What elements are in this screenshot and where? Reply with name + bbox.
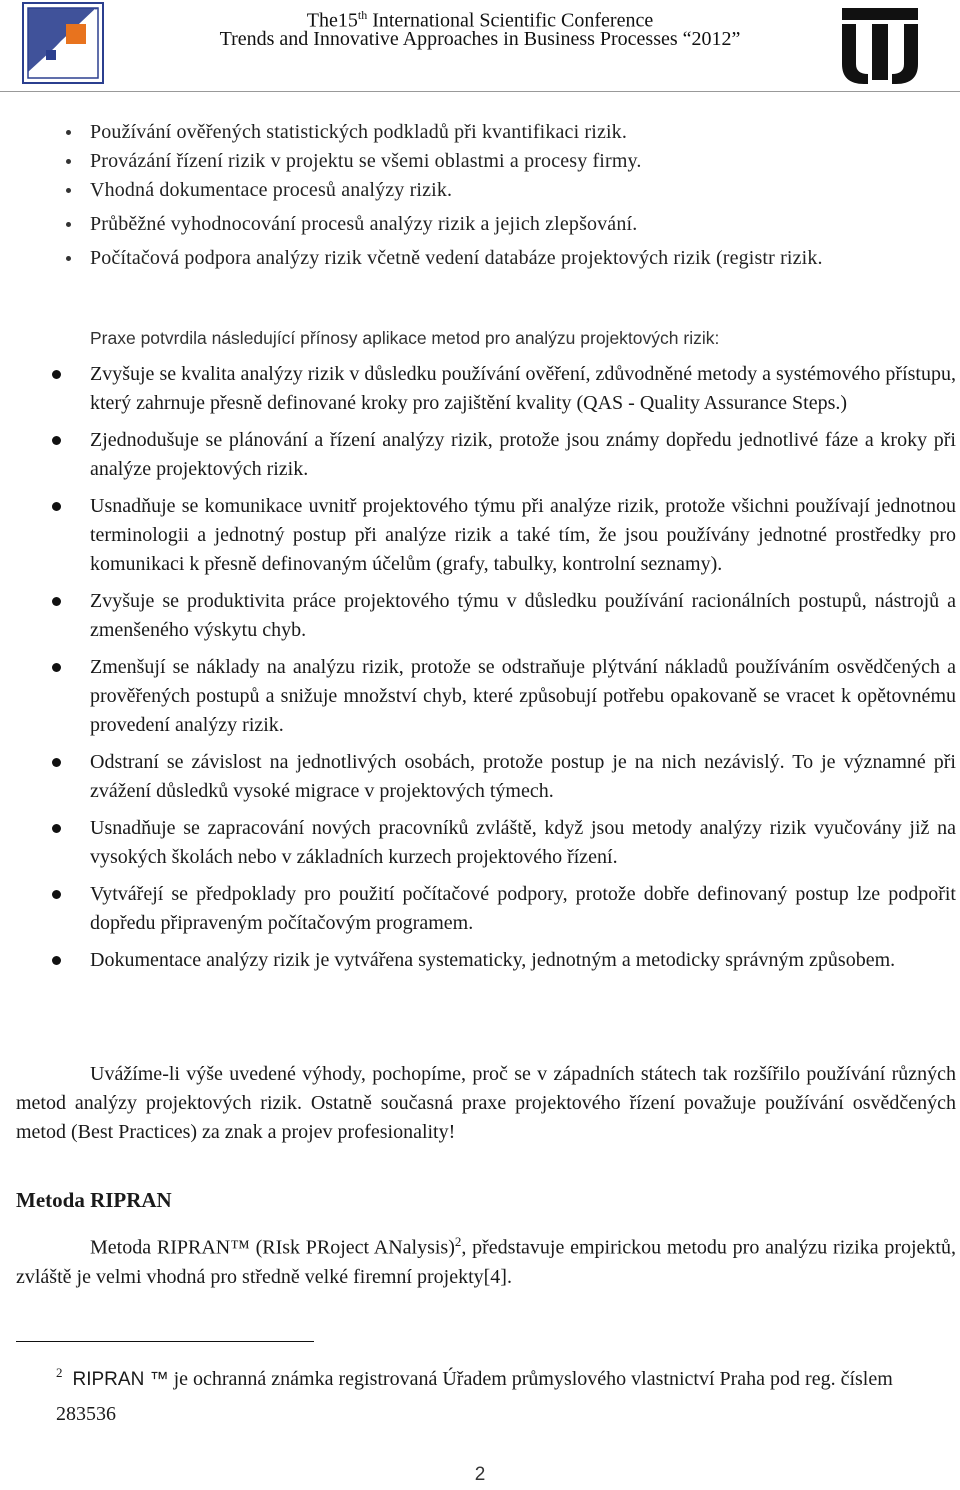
list-item: Zjednodušuje se plánování a řízení analýzy rizik, protože jsou známy dopředu jednotlivé fáze a kroky při analýze projektových rizik. bbox=[0, 426, 960, 484]
page-header bbox=[0, 0, 960, 92]
conference-logo-icon bbox=[22, 2, 104, 84]
list-item: Zvyšuje se kvalita analýzy rizik v důsledku používání ověření, zdůvodněné metody a systémového přístupu, který zahrnuje přesně definované kroky pro zajištění kvality (QAS - Quality Assurance Steps.) bbox=[0, 360, 960, 418]
bullet-icon bbox=[66, 256, 71, 261]
bullet-icon bbox=[66, 222, 71, 227]
bullet-icon bbox=[52, 663, 61, 672]
bullet-icon bbox=[52, 436, 61, 445]
list-item: Zmenšují se náklady na analýzu rizik, protože se odstraňuje plýtvání nákladů používáním osvědčených a prověřených postupů a snižuje množství chyb, které způsobují potřebu opakovaně se vracet k opětovnému provedení analýzy rizik. bbox=[0, 653, 960, 740]
bullet-icon bbox=[52, 824, 61, 833]
bullet-icon bbox=[52, 956, 61, 965]
bullet-icon bbox=[66, 188, 71, 193]
footnote-divider bbox=[16, 1341, 314, 1342]
list-item: Usnadňuje se zapracování nových pracovníků zvláště, když jsou metody analýzy rizik vyučovány již na vysokých školách nebo v základních kurzech projektového řízení. bbox=[0, 814, 960, 872]
ripran-paragraph: Metoda RIPRAN™ (RIsk PRoject ANalysis)$^2$, představuje empirickou metodu pro analýzu rizika projektů, zvláště je velmi vhodná pro středně velké firemní projekty[4]. bbox=[16, 1234, 956, 1288]
bullet-icon bbox=[52, 758, 61, 767]
bullet-icon bbox=[52, 502, 61, 511]
list-item: Průběžné vyhodnocování procesů analýzy rizik a jejich zlepšování. bbox=[0, 210, 960, 239]
list-item: Usnadňuje se komunikace uvnitř projektového týmu při analýze rizik, protože všichni používají jednotnou terminologii a jednotný postup při analýze rizik a také tím, že jsou používány jednotné prostředky pro komunikaci k přesně definovaným účelům (grafy, tabulky, kontrolní seznamy). bbox=[0, 492, 960, 579]
list-item: Vhodná dokumentace procesů analýzy rizik. bbox=[0, 176, 960, 205]
page-number: 2 bbox=[474, 1464, 486, 1485]
conclusion-paragraph: Uvážíme-li výše uvedené výhody, pochopíme, proč se v západních státech tak rozšířilo používání různých metod analýzy projektových rizik. Ostatně současná praxe projektového řízení považuje používání osvědčených metod (Best Practices) za znak a projev profesionality! bbox=[16, 1063, 956, 1143]
bullet-icon bbox=[66, 130, 71, 135]
list-item: Provázání řízení rizik v projektu se všemi oblastmi a procesy firmy. bbox=[0, 147, 960, 176]
bullet-icon bbox=[52, 597, 61, 606]
list-item: Počítačová podpora analýzy rizik včetně vedení databáze projektových rizik (registr rizik. bbox=[0, 244, 960, 273]
recommendations-list bbox=[0, 118, 960, 273]
benefits-list bbox=[0, 360, 960, 983]
list-item: Odstraní se závislost na jednotlivých osobách, protože postup je na nich nezávislý. To je významné při zvážení důsledků vysoké migrace v projektových týmech. bbox=[0, 748, 960, 806]
footnote: $^2$ RIPRAN ™ je ochranná známka registrovaná Úřadem průmyslového vlastnictví Praha pod reg. číslem 283536 bbox=[56, 1365, 893, 1425]
conference-title-line2: Trends and Innovative Approaches in Business Processes “2012” bbox=[219, 28, 741, 50]
bullet-icon bbox=[66, 159, 71, 164]
university-logo-icon bbox=[838, 4, 922, 86]
section-heading: Metoda RIPRAN bbox=[16, 1188, 172, 1212]
list-item: Zvyšuje se produktivita práce projektového týmu v důsledku používání racionálních postupů, nástrojů a zmenšeného výskytu chyb. bbox=[0, 587, 960, 645]
bullet-icon bbox=[52, 890, 61, 899]
bullet-icon bbox=[52, 370, 61, 379]
header-divider bbox=[0, 91, 960, 92]
conference-title-line1: The15th International Scientific Conference bbox=[306, 8, 654, 32]
list-item: Vytvářejí se předpoklady pro použití počítačové podpory, protože dobře definovaný postup lze podpořit dopředu připraveným počítačovým programem. bbox=[0, 880, 960, 938]
list-item: Dokumentace analýzy rizik je vytvářena systematicky, jednotným a metodicky správným způsobem. bbox=[0, 946, 960, 975]
benefits-intro: Praxe potvrdila následující přínosy aplikace metod pro analýzu projektových rizik: bbox=[90, 328, 720, 348]
list-item: Používání ověřených statistických podkladů při kvantifikaci rizik. bbox=[0, 118, 960, 147]
